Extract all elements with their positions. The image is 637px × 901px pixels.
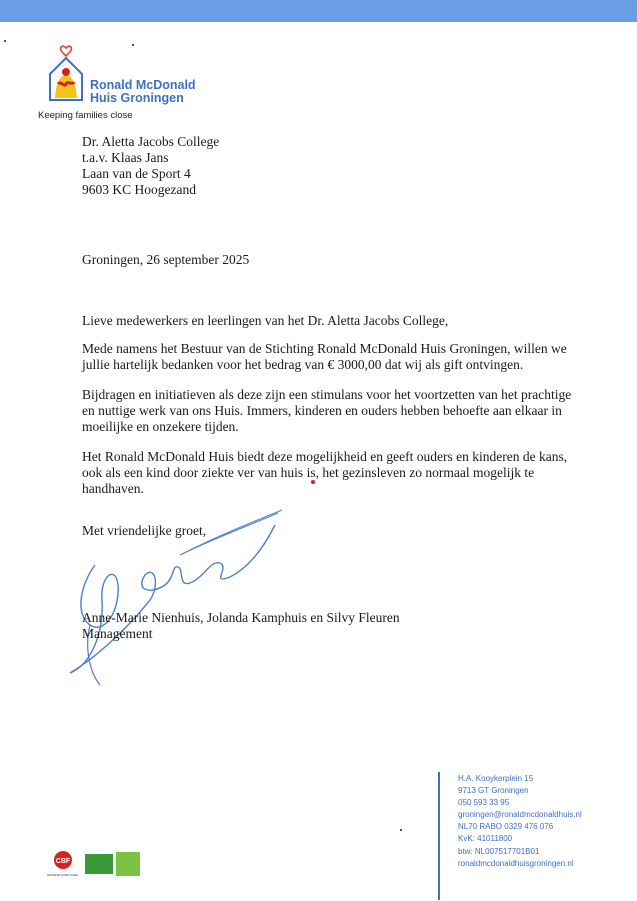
contact-email: groningen@ronaldmcdonaldhuis.nl [458, 810, 582, 820]
recipient-line1: Dr. Aletta Jacobs College [82, 134, 220, 149]
contact-street: H.A. Kooykerplein 15 [458, 774, 534, 783]
ronald-mcdonald-logo [46, 44, 206, 106]
brand-name-line1: Ronald McDonald [90, 78, 196, 92]
tagline: Keeping families close [38, 110, 133, 121]
contact-web: ronaldmcdonaldhuisgroningen.nl [458, 858, 574, 868]
contact-bank: NL70 RABO 0329 476 076 [458, 822, 554, 832]
signer-names: Anne-Marie Nienhuis, Jolanda Kamphuis en Silvy Fleuren [82, 610, 400, 625]
footer-logos [47, 850, 152, 880]
signer-role: Management [82, 626, 153, 641]
recipient-line3: Laan van de Sport 4 [82, 166, 191, 181]
thumbs-up-logo-icon [116, 852, 140, 876]
closing: Met vriendelijke groet, [82, 523, 207, 538]
brand-name-line2: Huis Groningen [90, 91, 184, 105]
recipient-line2: t.a.v. Klaas Jans [82, 150, 169, 165]
handwritten-signature [60, 505, 290, 695]
paragraph-3: Het Ronald McDonald Huis biedt deze mogelijkheid en geeft ouders en kinderen de kans, ook als een kind door ziekte ver van huis is, het gezinsleven zo normaal mogelijk te handhaven. [82, 449, 568, 496]
red-mark [311, 480, 315, 484]
cbf-label: ERKEND GOED DOEL [47, 873, 79, 877]
paragraph-2: Bijdragen en initiatieven als deze zijn een stimulans voor het voortzetten van het prachtige en nuttige werk van ons Huis. Immers, kinderen en ouders hebben behoefte aan elkaar in moeilijke en onzekere tijden. [82, 387, 572, 434]
contact-kvk: KvK: 41011800 [458, 834, 513, 844]
green-partner-logo [85, 854, 113, 874]
contact-divider-line [438, 772, 440, 900]
scan-speck [400, 829, 402, 831]
top-color-bar [0, 0, 637, 22]
contact-postal: 9713 GT Groningen [458, 786, 529, 796]
scan-speck [132, 44, 134, 46]
scan-speck [4, 40, 6, 42]
house-logo-icon [46, 44, 86, 102]
cbf-logo-icon [47, 850, 79, 878]
contact-phone: 050 593 33 95 [458, 798, 510, 808]
svg-text:CBF: CBF [55, 858, 71, 865]
recipient-line4: 9603 KC Hoogezand [82, 182, 196, 197]
signers-block [82, 610, 400, 642]
letter-body [82, 313, 582, 511]
recipient-address [82, 134, 219, 198]
contact-btw: btw: NL007517701B01 [458, 846, 540, 856]
contact-block [458, 773, 582, 870]
paragraph-1: Mede namens het Bestuur van de Stichting Ronald McDonald Huis Groningen, willen we jullie hartelijk bedanken voor het bedrag van € 3000,00 dat wij als gift ontvingen. [82, 341, 567, 372]
salutation: Lieve medewerkers en leerlingen van het Dr. Aletta Jacobs College, [82, 313, 449, 328]
letter-date: Groningen, 26 september 2025 [82, 252, 250, 267]
